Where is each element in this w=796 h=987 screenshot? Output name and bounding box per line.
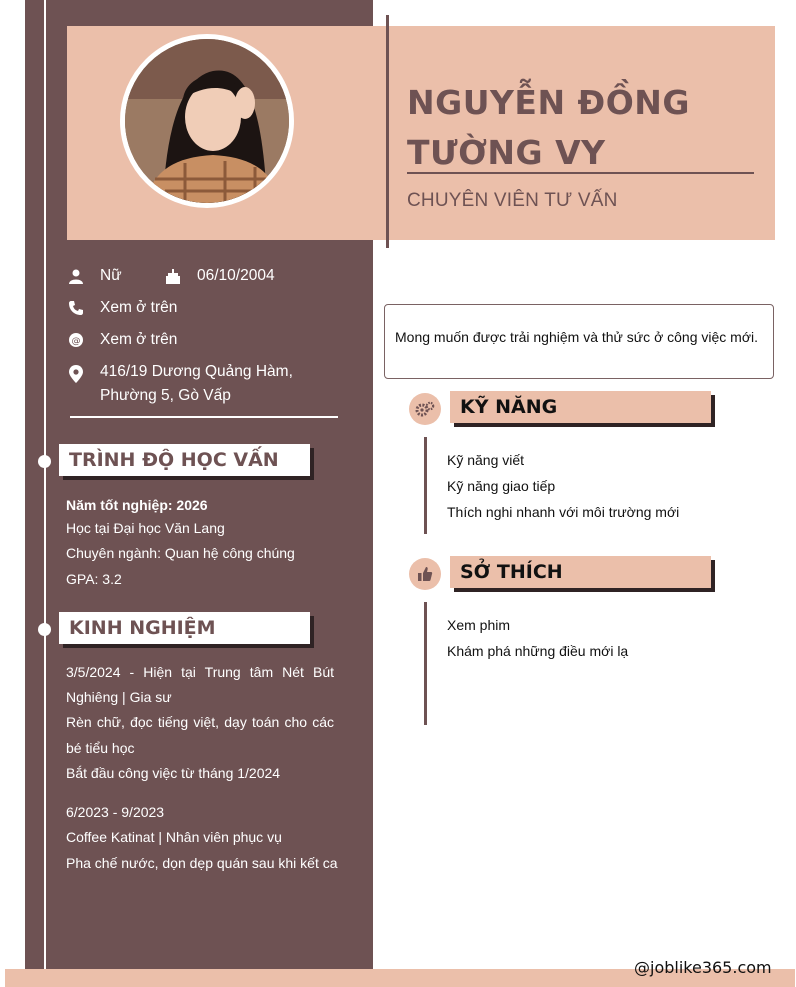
email-value: Xem ở trên — [100, 331, 178, 348]
person-icon — [68, 268, 84, 284]
phone-value: Xem ở trên — [100, 299, 178, 316]
experience-heading: KINH NGHIỆM — [59, 612, 310, 644]
svg-text:@: @ — [71, 336, 81, 347]
career-objective-text: Mong muốn được trải nghiệm và thử sức ở công việc mới. — [395, 329, 759, 345]
address-value — [100, 360, 293, 408]
hobby-item: Khám phá những điều mới lạ — [447, 643, 629, 659]
name-underline — [407, 172, 754, 174]
birthday-row — [165, 267, 295, 287]
gender-value: Nữ — [100, 267, 122, 284]
job1-description: Rèn chữ, đọc tiếng việt, dạy toán cho các bé tiểu học — [66, 714, 334, 756]
skill-item: Kỹ năng viết — [447, 452, 525, 468]
skill-item: Thích nghi nhanh với môi trường mới — [447, 504, 680, 520]
full-name — [407, 78, 767, 178]
header-divider — [386, 15, 389, 248]
contact-divider — [70, 416, 338, 418]
avatar — [120, 34, 294, 208]
skills-heading: KỸ NĂNG — [450, 391, 711, 423]
gears-icon — [409, 393, 441, 425]
location-pin-icon — [68, 366, 84, 382]
timeline-dot-education — [38, 455, 51, 468]
footer-watermark: @joblike365.com — [634, 958, 772, 977]
hobbies-heading: SỞ THÍCH — [450, 556, 711, 588]
graduation-year: Năm tốt nghiệp: 2026 — [66, 497, 208, 513]
email-row — [68, 331, 268, 351]
skills-line — [424, 437, 427, 534]
job-title: CHUYÊN VIÊN TƯ VẤN — [407, 190, 618, 211]
address-line-2: Phường 5, Gò Vấp — [100, 387, 231, 404]
education-heading: TRÌNH ĐỘ HỌC VẤN — [59, 444, 310, 476]
address-line-1: 416/19 Dương Quảng Hàm, — [100, 363, 293, 380]
phone-row — [68, 299, 268, 319]
career-objective-box — [384, 304, 774, 379]
job2-period: 6/2023 - 9/2023 — [66, 804, 165, 820]
thumbs-up-icon — [409, 558, 441, 590]
skill-item: Kỹ năng giao tiếp — [447, 478, 556, 494]
timeline-dot-experience — [38, 623, 51, 636]
job1-note: Bắt đầu công việc từ tháng 1/2024 — [66, 765, 281, 781]
job1-header: 3/5/2024 - Hiện tại Trung tâm Nét Bút Nghiêng | Gia sư — [66, 664, 334, 705]
name-line-1: NGUYỄN ĐỒNG — [407, 83, 690, 122]
timeline-line — [44, 0, 46, 987]
portrait-photo — [125, 39, 289, 203]
job2-description: Pha chế nước, dọn dẹp quán sau khi kết ca — [66, 855, 338, 871]
birthday-value: 06/10/2004 — [197, 267, 275, 284]
school: Học tại Đại học Văn Lang — [66, 520, 225, 536]
at-icon — [68, 332, 84, 348]
hobby-item: Xem phim — [447, 617, 511, 633]
major: Chuyên ngành: Quan hệ công chúng — [66, 545, 295, 561]
name-line-2: TƯỜNG VY — [407, 133, 606, 172]
gender-row — [68, 267, 178, 287]
gpa: GPA: 3.2 — [66, 571, 122, 587]
cake-icon — [165, 268, 181, 284]
address-row — [68, 363, 328, 407]
phone-icon — [68, 300, 84, 316]
job2-role: Coffee Katinat | Nhân viên phục vụ — [66, 829, 282, 845]
hobbies-line — [424, 602, 427, 725]
